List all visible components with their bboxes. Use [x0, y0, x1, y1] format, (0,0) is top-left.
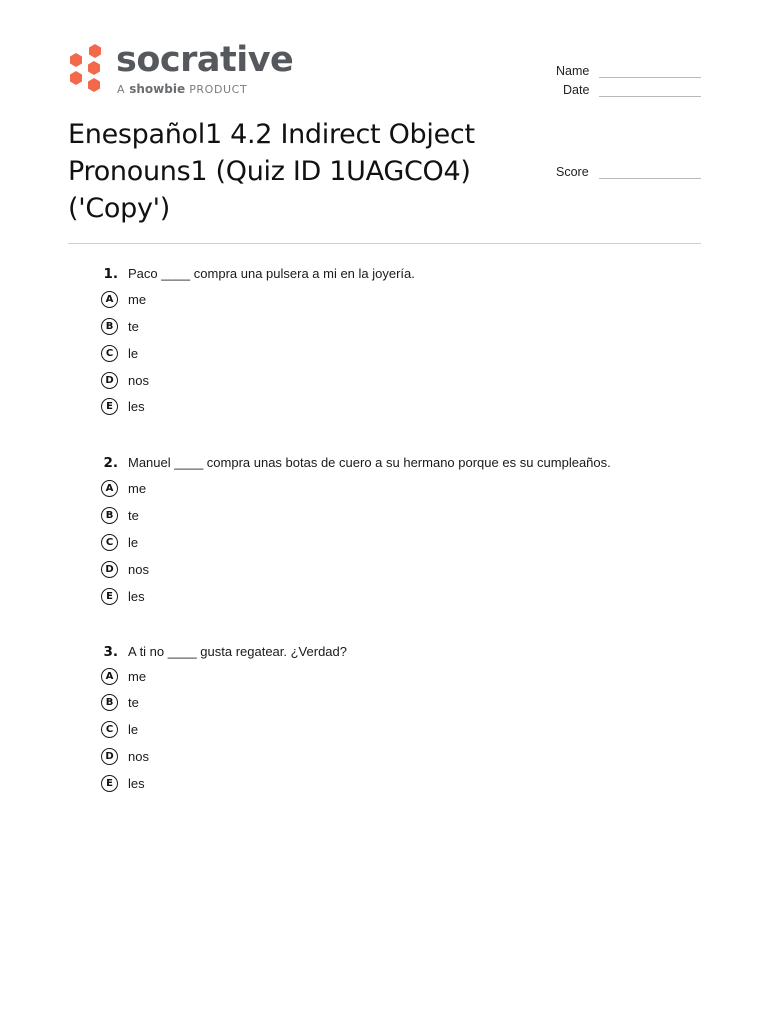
- hexagon-cluster-icon: [66, 42, 106, 94]
- name-line[interactable]: [599, 77, 701, 78]
- option-text: le: [128, 535, 139, 550]
- tagline-prefix: A: [117, 83, 126, 96]
- score-label: Score: [556, 165, 589, 179]
- logo-tagline: [117, 82, 247, 96]
- option-letter-circle[interactable]: A: [101, 668, 118, 685]
- option-text: me: [128, 292, 147, 307]
- option-text: te: [128, 319, 139, 334]
- option-letter-circle[interactable]: D: [101, 561, 118, 578]
- option-letter-circle[interactable]: C: [101, 345, 118, 362]
- option-text: te: [128, 695, 139, 710]
- option-e[interactable]: [101, 588, 401, 608]
- option-text: nos: [128, 373, 149, 388]
- option-letter-circle[interactable]: C: [101, 534, 118, 551]
- question-text: A ti no ____ gusta regatear. ¿Verdad?: [128, 644, 347, 659]
- option-letter-circle[interactable]: E: [101, 588, 118, 605]
- option-text: les: [128, 399, 145, 414]
- option-letter-circle[interactable]: D: [101, 372, 118, 389]
- tagline-suffix: PRODUCT: [189, 83, 248, 96]
- tagline-brand: showbie: [129, 82, 186, 96]
- option-d[interactable]: [101, 748, 401, 768]
- option-b[interactable]: [101, 318, 401, 338]
- option-text: les: [128, 589, 145, 604]
- option-c[interactable]: [101, 721, 401, 741]
- option-letter-circle[interactable]: B: [101, 694, 118, 711]
- date-label: Date: [563, 83, 590, 97]
- option-text: les: [128, 776, 145, 791]
- option-a[interactable]: [101, 480, 401, 500]
- option-text: me: [128, 669, 147, 684]
- option-text: me: [128, 481, 147, 496]
- option-e[interactable]: [101, 398, 401, 418]
- question-text: Manuel ____ compra unas botas de cuero a su hermano porque es su cumpleaños.: [128, 455, 611, 470]
- question-text: Paco ____ compra una pulsera a mi en la joyería.: [128, 266, 415, 281]
- option-letter-circle[interactable]: D: [101, 748, 118, 765]
- option-b[interactable]: [101, 507, 401, 527]
- name-label: Name: [556, 64, 590, 78]
- option-letter-circle[interactable]: A: [101, 480, 118, 497]
- option-c[interactable]: [101, 345, 401, 365]
- score-line[interactable]: [599, 178, 701, 179]
- date-line[interactable]: [599, 96, 701, 97]
- quiz-title: Enespañol1 4.2 Indirect Object Pronouns1 (Quiz ID 1UAGCO4) ('Copy'): [68, 119, 475, 224]
- option-d[interactable]: [101, 372, 401, 392]
- option-text: nos: [128, 562, 149, 577]
- date-field[interactable]: [556, 82, 701, 98]
- question-number: 1.: [103, 266, 118, 282]
- logo-wordmark: socrative: [116, 40, 294, 80]
- option-text: le: [128, 722, 139, 737]
- option-a[interactable]: [101, 668, 401, 688]
- option-letter-circle[interactable]: E: [101, 775, 118, 792]
- header-divider: [68, 243, 701, 244]
- option-text: te: [128, 508, 139, 523]
- option-letter-circle[interactable]: A: [101, 291, 118, 308]
- option-letter-circle[interactable]: B: [101, 318, 118, 335]
- name-field[interactable]: [556, 63, 701, 79]
- option-a[interactable]: [101, 291, 401, 311]
- option-b[interactable]: [101, 694, 401, 714]
- option-text: le: [128, 346, 139, 361]
- question-number: 3.: [103, 644, 118, 660]
- question-number: 2.: [103, 455, 118, 471]
- option-c[interactable]: [101, 534, 401, 554]
- option-letter-circle[interactable]: C: [101, 721, 118, 738]
- option-d[interactable]: [101, 561, 401, 581]
- socrative-logo: [66, 42, 306, 98]
- option-text: nos: [128, 749, 149, 764]
- option-letter-circle[interactable]: E: [101, 398, 118, 415]
- option-e[interactable]: [101, 775, 401, 795]
- score-field[interactable]: [556, 164, 701, 180]
- option-letter-circle[interactable]: B: [101, 507, 118, 524]
